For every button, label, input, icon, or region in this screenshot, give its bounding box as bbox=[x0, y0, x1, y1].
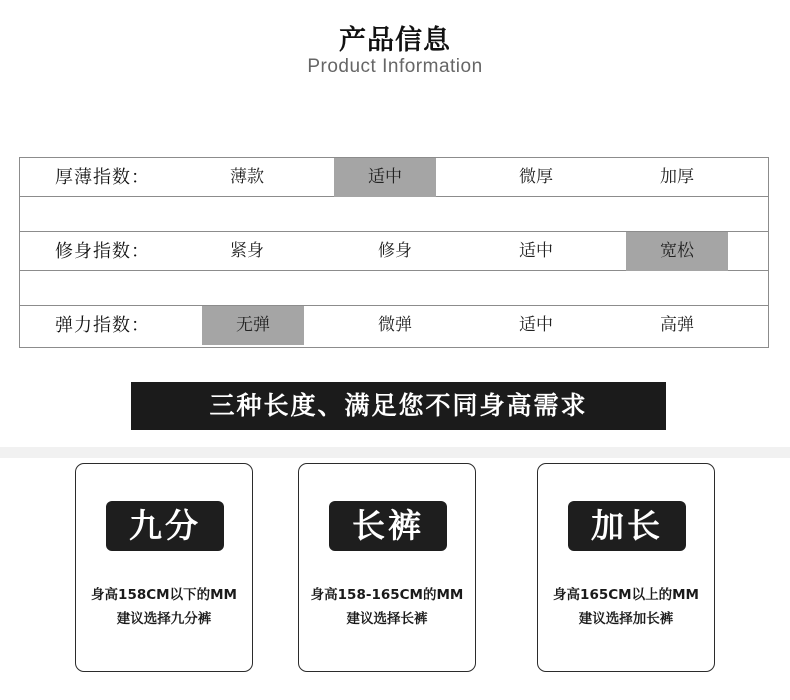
option-thin: 薄款 bbox=[230, 167, 264, 187]
card-advice-text: 建议选择加长裤 bbox=[578, 611, 674, 627]
option-slightly-thick: 微厚 bbox=[519, 167, 553, 187]
option-regular: 适中 bbox=[519, 241, 553, 261]
row-label: 修身指数： bbox=[55, 241, 150, 262]
card-advice-text: 建议选择九分裤 bbox=[116, 611, 212, 627]
option-slight-stretch: 微弹 bbox=[378, 315, 412, 335]
card-height-text: 身高158-165CM的MM bbox=[310, 587, 464, 603]
table-spacer bbox=[20, 271, 768, 306]
row-label: 弹力指数： bbox=[55, 315, 150, 336]
card-tag: 九分 bbox=[106, 501, 224, 551]
page-subtitle: Product Information bbox=[307, 56, 483, 77]
length-card-extra-long bbox=[537, 463, 715, 672]
spec-table bbox=[19, 157, 769, 348]
divider-band bbox=[0, 447, 790, 458]
option-thick: 加厚 bbox=[660, 167, 694, 187]
card-height-text: 身高158CM以下的MM bbox=[91, 587, 237, 603]
table-spacer bbox=[20, 197, 768, 232]
spec-row-thickness bbox=[20, 158, 768, 197]
option-no-stretch-selected: 无弹 bbox=[202, 306, 304, 345]
row-label: 厚薄指数： bbox=[55, 167, 150, 188]
card-height-text: 身高165CM以上的MM bbox=[553, 587, 699, 603]
option-tight: 紧身 bbox=[230, 241, 264, 261]
option-high-stretch: 高弹 bbox=[660, 315, 694, 335]
option-slim: 修身 bbox=[378, 241, 412, 261]
spec-row-elasticity bbox=[20, 306, 768, 345]
length-banner: 三种长度、满足您不同身高需求 bbox=[131, 382, 666, 430]
length-card-cropped bbox=[75, 463, 253, 672]
card-tag: 长裤 bbox=[329, 501, 447, 551]
length-card-long bbox=[298, 463, 476, 672]
option-medium-selected: 适中 bbox=[334, 158, 436, 197]
card-tag: 加长 bbox=[568, 501, 686, 551]
option-medium-stretch: 适中 bbox=[519, 315, 553, 335]
card-advice-text: 建议选择长裤 bbox=[346, 611, 428, 627]
page-title: 产品信息 bbox=[339, 25, 451, 56]
spec-row-fit bbox=[20, 232, 768, 271]
option-loose-selected: 宽松 bbox=[626, 232, 728, 271]
